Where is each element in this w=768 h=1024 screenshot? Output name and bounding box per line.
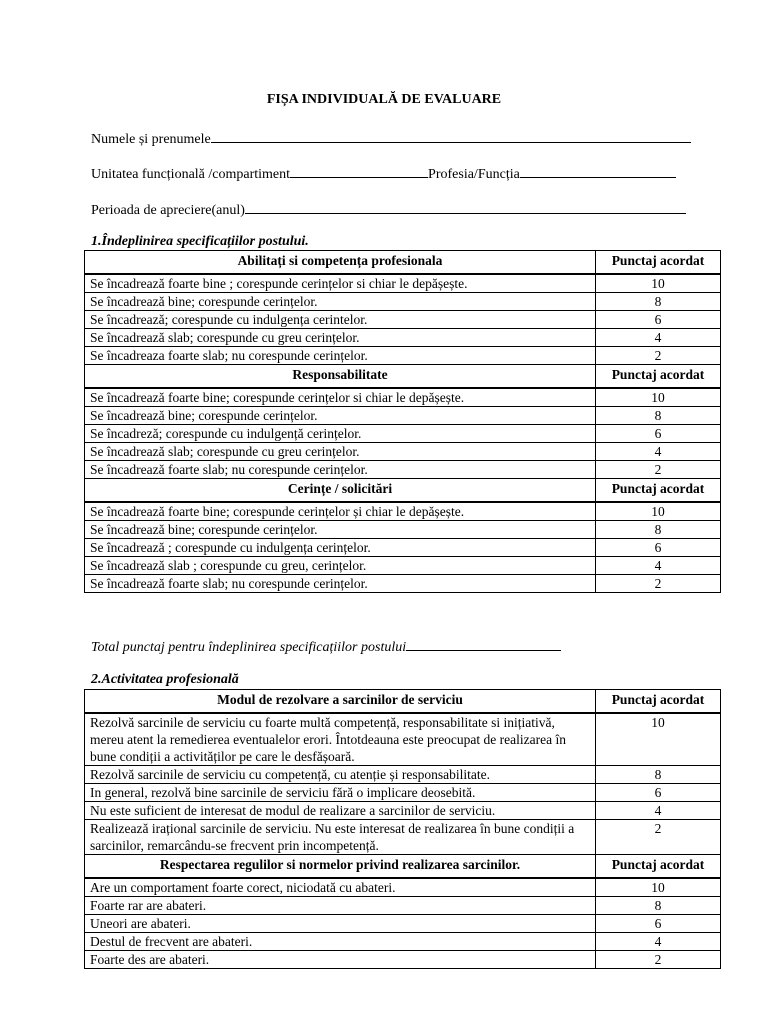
group-header: Respectarea regulilor si normelor privind realizarea sarcinilor.: [85, 855, 596, 879]
profession-label: Profesia/Funcția: [428, 167, 520, 182]
table-row: [85, 915, 721, 933]
criterion-text: Foarte des are abateri.: [85, 951, 596, 969]
score-header: Punctaj acordat: [596, 855, 721, 879]
criterion-text: Se încadrează foarte bine; corespunde cerințelor si chiar le depășește.: [85, 388, 596, 407]
criterion-text: Rezolvă sarcinile de serviciu cu competență, cu atenție și responsabilitate.: [85, 766, 596, 784]
table-row: [85, 311, 721, 329]
score-cell: 4: [596, 933, 721, 951]
criterion-text: Se încadreză; corespunde cu indulgență cerințelor.: [85, 425, 596, 443]
score-cell: 4: [596, 443, 721, 461]
criterion-text: In general, rezolvă bine sarcinile de serviciu fără o implicare deosebită.: [85, 784, 596, 802]
criterion-text: Se încadrează bine; corespunde cerințelor.: [85, 407, 596, 425]
group-header: Cerințe / solicitări: [85, 479, 596, 503]
table-header-row: [85, 855, 721, 879]
period-field: [91, 199, 686, 219]
group-header: Responsabilitate: [85, 365, 596, 389]
criterion-text: Se încadrează bine; corespunde cerințelor.: [85, 293, 596, 311]
table-row: [85, 502, 721, 521]
score-cell: 10: [596, 502, 721, 521]
unit-profession-field: [91, 163, 676, 183]
table-row: [85, 443, 721, 461]
table-header-row: [85, 479, 721, 503]
score-cell: 4: [596, 329, 721, 347]
period-blank[interactable]: [245, 199, 686, 214]
score-cell: 2: [596, 461, 721, 479]
table-row: [85, 407, 721, 425]
score-cell: 10: [596, 388, 721, 407]
table-row: [85, 461, 721, 479]
criterion-text: Se încadrează; corespunde cu indulgența cerintelor.: [85, 311, 596, 329]
score-cell: 6: [596, 425, 721, 443]
table-row: [85, 878, 721, 897]
score-cell: 8: [596, 293, 721, 311]
table-row: [85, 293, 721, 311]
table-header-row: [85, 365, 721, 389]
profession-blank[interactable]: [520, 163, 676, 178]
table-row: [85, 766, 721, 784]
period-label: Perioada de apreciere(anul): [91, 203, 245, 218]
criterion-text: Se încadrează slab ; corespunde cu greu, cerințelor.: [85, 557, 596, 575]
score-cell: 6: [596, 311, 721, 329]
score-cell: 6: [596, 784, 721, 802]
table-row: [85, 425, 721, 443]
criterion-text: Se încadrează foarte bine ; corespunde cerințelor si chiar le depășește.: [85, 274, 596, 293]
table-row: [85, 388, 721, 407]
criterion-text: Se încadrează bine; corespunde cerințelor.: [85, 521, 596, 539]
score-cell: 6: [596, 915, 721, 933]
criterion-text: Destul de frecvent are abateri.: [85, 933, 596, 951]
score-cell: 8: [596, 407, 721, 425]
score-header: Punctaj acordat: [596, 479, 721, 503]
table-row: [85, 347, 721, 365]
table-row: [85, 329, 721, 347]
table-header-row: [85, 251, 721, 275]
table-row: [85, 820, 721, 855]
table-row: [85, 951, 721, 969]
score-cell: 2: [596, 951, 721, 969]
table-row: [85, 539, 721, 557]
group-header: Abilitați si competența profesionala: [85, 251, 596, 275]
total-blank[interactable]: [406, 636, 561, 651]
criterion-text: Se încadrează foarte bine; corespunde cerințelor și chiar le depășește.: [85, 502, 596, 521]
section1-heading: 1.Îndeplinirea specificațiilor postului.: [91, 234, 309, 249]
total-label: Total punctaj pentru îndeplinirea specificațiilor postului: [91, 640, 407, 655]
specifications-table: [84, 250, 721, 593]
score-cell: 4: [596, 802, 721, 820]
score-cell: 2: [596, 347, 721, 365]
criterion-text: Realizează irațional sarcinile de serviciu. Nu este interesat de realizarea în bune condiții a sarcinilor, remarcându-se frecvent prin incompetență.: [85, 820, 596, 855]
table-row: [85, 274, 721, 293]
criterion-text: Are un comportament foarte corect, niciodată cu abateri.: [85, 878, 596, 897]
table-row: [85, 802, 721, 820]
criterion-text: Se încadrează slab; corespunde cu greu cerințelor.: [85, 329, 596, 347]
score-cell: 8: [596, 897, 721, 915]
score-cell: 2: [596, 820, 721, 855]
table-row: [85, 521, 721, 539]
table-row: [85, 784, 721, 802]
score-header: Punctaj acordat: [596, 690, 721, 714]
name-blank[interactable]: [211, 128, 691, 143]
professional-activity-table: [84, 689, 721, 969]
criterion-text: Se încadrează foarte slab; nu corespunde cerințelor.: [85, 461, 596, 479]
unit-blank[interactable]: [290, 163, 428, 178]
score-cell: 8: [596, 521, 721, 539]
score-cell: 10: [596, 878, 721, 897]
table-header-row: [85, 690, 721, 714]
table-row: [85, 933, 721, 951]
score-cell: 6: [596, 539, 721, 557]
criterion-text: Uneori are abateri.: [85, 915, 596, 933]
criterion-text: Se încadrează foarte slab; nu corespunde cerințelor.: [85, 575, 596, 593]
criterion-text: Se încadrează ; corespunde cu indulgența cerințelor.: [85, 539, 596, 557]
criterion-text: Nu este suficient de interesat de modul de realizare a sarcinilor de serviciu.: [85, 802, 596, 820]
name-label: Numele și prenumele: [91, 132, 211, 147]
name-field: [91, 128, 691, 148]
group-header: Modul de rezolvare a sarcinilor de serviciu: [85, 690, 596, 714]
total-score-field: [91, 636, 561, 656]
score-header: Punctaj acordat: [596, 365, 721, 389]
criterion-text: Foarte rar are abateri.: [85, 897, 596, 915]
criterion-text: Se încadreaza foarte slab; nu corespunde cerințelor.: [85, 347, 596, 365]
score-cell: 8: [596, 766, 721, 784]
score-cell: 2: [596, 575, 721, 593]
score-header: Punctaj acordat: [596, 251, 721, 275]
unit-label: Unitatea funcțională /compartiment: [91, 167, 291, 182]
table-row: [85, 557, 721, 575]
score-cell: 4: [596, 557, 721, 575]
criterion-text: Rezolvă sarcinile de serviciu cu foarte multă competență, responsabilitate si inițiativă, mereu atent la remedierea eventualelor erori. Întotdeauna este preocupat de realizarea în bune condiții a activităților pe care le desfășoară.: [85, 713, 596, 766]
document-title: FIȘA INDIVIDUALĂ DE EVALUARE: [266, 92, 502, 107]
section2-heading: 2.Activitatea profesională: [91, 672, 239, 687]
criterion-text: Se încadrează slab; corespunde cu greu cerințelor.: [85, 443, 596, 461]
score-cell: 10: [596, 713, 721, 766]
table-row: [85, 575, 721, 593]
table-row: [85, 897, 721, 915]
table-row: [85, 713, 721, 766]
score-cell: 10: [596, 274, 721, 293]
